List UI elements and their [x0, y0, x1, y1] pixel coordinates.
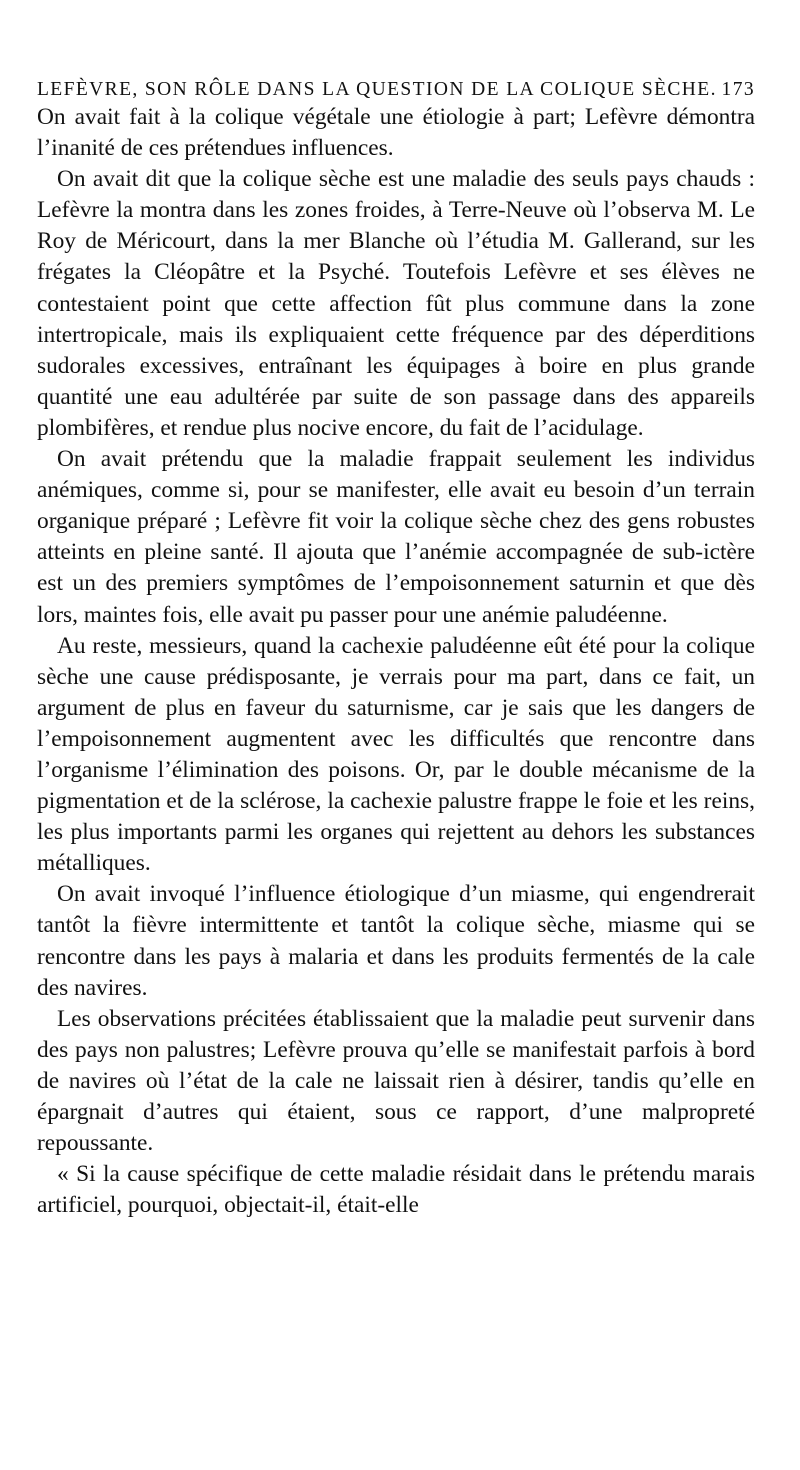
paragraph-4: Au reste, messieurs, quand la cachexie paludéenne eût été pour la colique sèche une cause prédisposante, je verrais pour ma part, dans ce fait, un argument de plus en faveur du saturnisme, car je sais que les dangers de l’empoisonnement augmentent avec les difficultés que rencontre dans l’organisme l’élimination des poisons. Or, par le double mécanisme de la pigmentation et de la sclérose, la cachexie palustre frappe le foie et les reins, les plus importants parmi les organes qui rejettent au dehors les substances métalliques. [37, 632, 755, 877]
paragraph-1: On avait fait à la colique végétale une étiologie à part; Lefèvre démontra l’inanité de ces prétendues influences. [37, 104, 755, 162]
paragraph-3: On avait prétendu que la maladie frappait seulement les individus anémiques, comme si, pour se manifester, elle avait eu besoin d’un terrain organique préparé ; Lefèvre fit voir la colique sèche chez des gens robustes atteints en pleine santé. Il ajouta que l’anémie accompagnée de sub-ictère est un des premiers symptômes de l’empoisonnement saturnin et que dès lors, maintes fois, elle avait pu passer pour une anémie paludéenne. [37, 446, 755, 628]
body-text [37, 102, 755, 1221]
paragraph-7: « Si la cause spécifique de cette maladie résidait dans le prétendu marais artificiel, pourquoi, objectait-il, était-elle [37, 1161, 755, 1219]
page-number: 173 [721, 79, 755, 100]
running-title: LEFÈVRE, SON RÔLE DANS LA QUESTION DE LA COLIQUE SÈCHE. [37, 79, 717, 100]
paragraph-5: On avait invoqué l’influence étiologique d’un miasme, qui engendrerait tantôt la fièvre intermittente et tantôt la colique sèche, miasme qui se rencontre dans les pays à malaria et dans les produits fermentés de la cale des navires. [37, 881, 755, 1001]
paragraph-2: On avait dit que la colique sèche est une maladie des seuls pays chauds : Lefèvre la montra dans les zones froides, à Terre-Neuve où l’observa M. Le Roy de Méricourt, dans la mer Blanche où l’étudia M. Gallerand, sur les frégates la Cléopâtre et la Psyché. Toutefois Lefèvre et ses élèves ne contestaient point que cette affection fût plus commune dans la zone intertropicale, mais ils expliquaient cette fréquence par des déperditions sudorales excessives, entraînant les équipages à boire en plus grande quantité une eau adultérée par suite de son passage dans des appareils plombifères, et rendue plus nocive encore, du fait de l’acidulage. [37, 166, 755, 441]
paragraph-6: Les observations précitées établissaient que la maladie peut survenir dans des pays non palustres; Lefèvre prouva qu’elle se manifestait parfois à bord de navires où l’état de la cale ne laissait rien à désirer, tandis qu’elle en épargnait d’autres qui étaient, sous ce rapport, d’une malpropreté repoussante. [37, 1005, 755, 1157]
running-header [37, 79, 755, 101]
